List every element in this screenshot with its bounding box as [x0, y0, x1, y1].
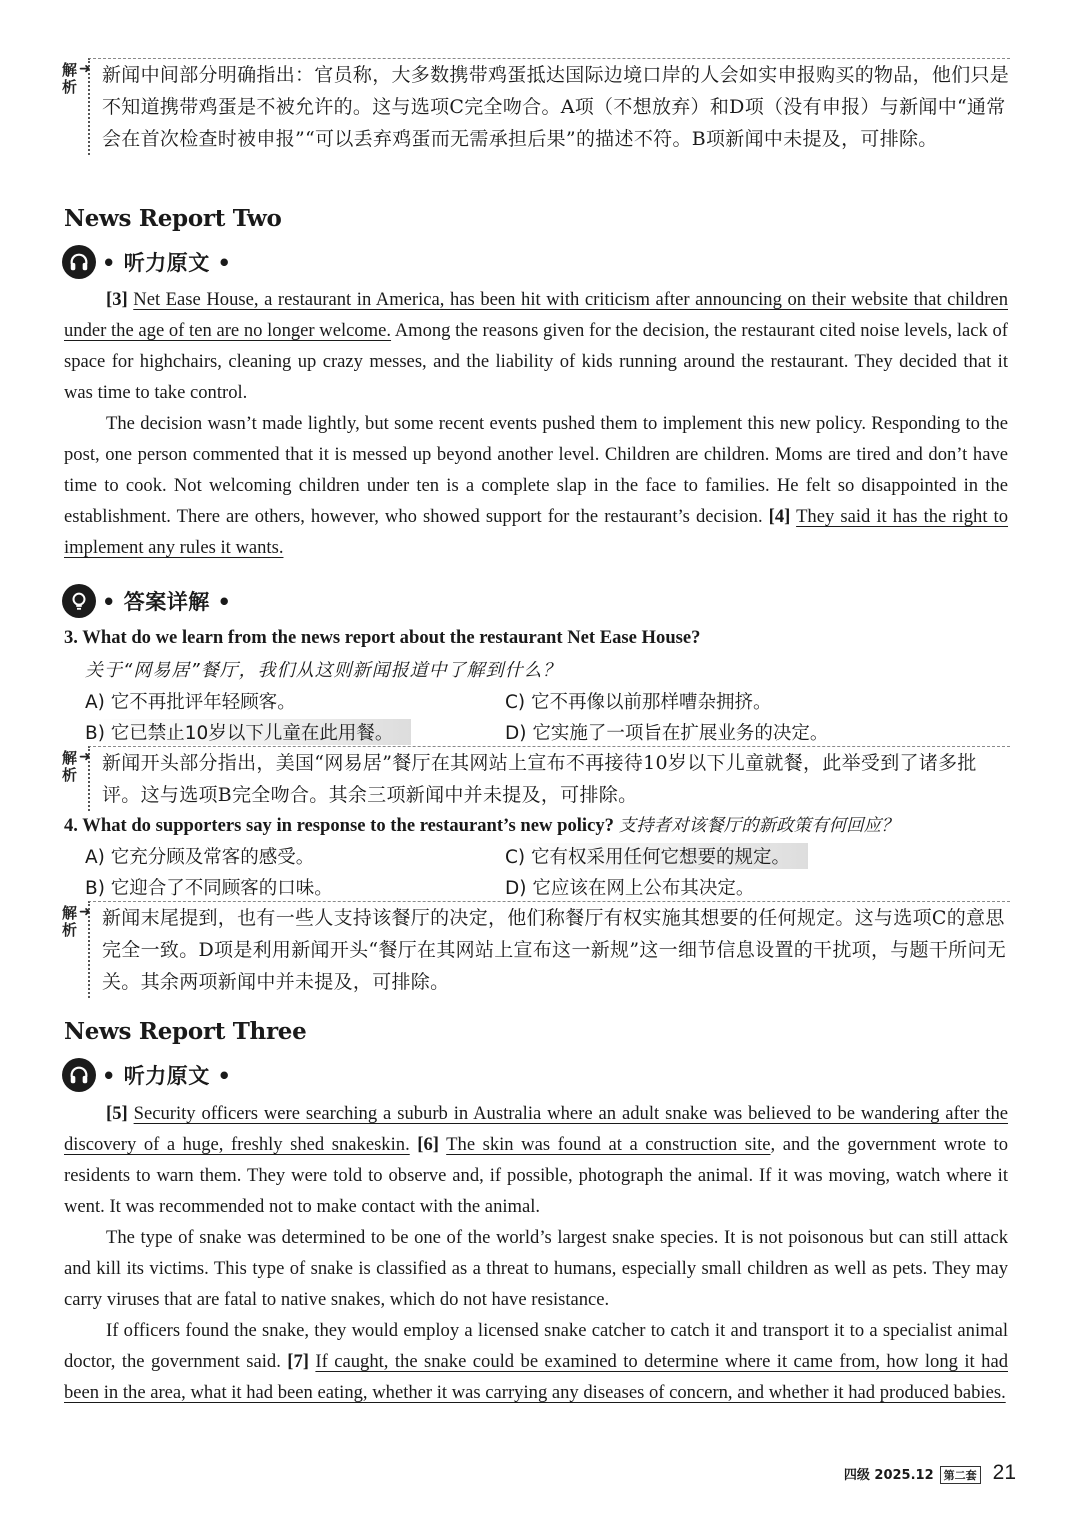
marker-7: [7] — [287, 1351, 309, 1372]
underlined-sentence: They said it has the right to implement any rules it wants. — [64, 506, 1009, 558]
marker-5: [5] — [106, 1103, 128, 1124]
transcript-paragraph — [64, 1315, 1008, 1408]
marker-4: [4] — [768, 506, 791, 527]
underlined-sentence: Security officers were searching a suburb in Australia where an adult snake was believed to be wandering after the discovery of a huge, freshly shed snakeskin. — [64, 1103, 1008, 1155]
transcript-paragraph — [64, 408, 1008, 563]
transcript-marker — [62, 242, 231, 282]
option-c: C) 它不再像以前那样嘈杂拥挤。 — [505, 692, 772, 713]
arrow-icon: ➜ — [79, 749, 91, 765]
page-number: 21 — [992, 1461, 1016, 1484]
question-3-translation: 关于“网易居”餐厅，我们从这则新闻报道中了解到什么？ — [85, 660, 562, 681]
analysis-block-q4 — [62, 901, 1010, 998]
option-c-correct: C) 它有权采用任何它想要的规定。 — [505, 843, 808, 869]
analysis-tag: 解 析 — [62, 749, 78, 784]
question-translation: 支持者对该餐厅的新政策有何回应？ — [618, 816, 899, 836]
paragraph-text: , and the government wrote to residents to warn them. They were told to observe and, if possible, photograph the animal. If it was moving, watch where it went. It was recommended not to make contact with the animal. — [64, 1134, 1009, 1217]
question-text: 3. What do we learn from the news report about the restaurant Net Ease House? — [64, 627, 701, 648]
option-d: D) 它实施了一项旨在扩展业务的决定。 — [505, 723, 829, 744]
lightbulb-icon — [62, 584, 96, 618]
analysis-text: 新闻中间部分明确指出：官员称，大多数携带鸡蛋抵达国际边境口岸的人会如实申报购买的物品，他们只是不知道携带鸡蛋是不被允许的。这与选项C完全吻合。A项（不想放弃）和D项（没有申报）与新闻中“通常会在首次检查时被申报”“可以丢弃鸡蛋而无需承担后果”的描述不符。B项新闻中未提及，可排除。 — [88, 58, 1010, 155]
transcript-label: • 听力原文 • — [102, 251, 232, 275]
option-d: D) 它应该在网上公布其决定。 — [505, 878, 755, 899]
answer-label: • 答案详解 • — [102, 590, 232, 614]
headphones-icon — [62, 245, 96, 279]
headphones-icon — [62, 1058, 96, 1092]
paragraph-text: The decision wasn’t made lightly, but some recent events pushed them to implement this new policy. Responding to the post, one person commented that it is messed up beyond another level. Children are children. Moms are tired and don’t have time to cook. Not welcoming children under ten is a complete slap in the face to families. He felt so disappointed in the establishment. There are others, however, who showed support for the restaurant’s decision. — [64, 413, 1008, 527]
analysis-block-previous — [62, 58, 1010, 155]
underlined-sentence: Net Ease House, a restaurant in America, has been hit with criticism after announcing on their website that children under the age of ten are no longer welcome. — [64, 289, 1008, 341]
question-4 — [64, 811, 1008, 841]
option-b-correct: B) 它已禁止10岁以下儿童在此用餐。 — [85, 719, 411, 745]
transcript-marker — [62, 1055, 231, 1095]
transcript-paragraph — [64, 1098, 1008, 1222]
transcript-label: • 听力原文 • — [102, 1064, 232, 1088]
option-b: B) 它迎合了不同顾客的口味。 — [85, 878, 333, 899]
arrow-icon: ➜ — [79, 904, 91, 920]
paragraph-text: Among the reasons given for the decision, the restaurant cited noise levels, lack of space for highchairs, cleaning up crazy messes, and the liability of kids running around the restaurant. They decided that it was time to take control. — [64, 320, 1008, 403]
section-title-report-two: News Report Two — [64, 205, 282, 232]
transcript-paragraph — [64, 284, 1008, 408]
option-a: A) 它不再批评年轻顾客。 — [85, 692, 296, 713]
question-3 — [64, 623, 1008, 653]
page-footer — [844, 1461, 1016, 1485]
analysis-text: 新闻末尾提到，也有一些人支持该餐厅的决定，他们称餐厅有权实施其想要的任何规定。这与选项C的意思完全一致。D项是利用新闻开头“餐厅在其网站上宣布这一新规”这一细节信息设置的干扰项，与题干所问无关。其余两项新闻中并未提及，可排除。 — [88, 901, 1010, 998]
underlined-sentence: If caught, the snake could be examined to determine where it came from, how long it had been in the area, what it had been eating, whether it was carrying any diseases of concern, and whether it had produced babies. — [64, 1351, 1008, 1403]
option-a: A) 它充分顾及常客的感受。 — [85, 847, 315, 868]
arrow-icon: ➜ — [79, 61, 91, 77]
answer-marker — [62, 581, 231, 621]
analysis-block-q3 — [62, 746, 1010, 811]
footer-label: 四级 2025.12 — [843, 1468, 934, 1483]
marker-3: [3] — [106, 289, 128, 310]
underlined-sentence: The skin was found at a construction site — [446, 1134, 771, 1155]
paragraph-text: If officers found the snake, they would employ a licensed snake catcher to catch it and transport it to a specialist animal doctor, the government said. — [64, 1320, 1008, 1372]
marker-6: [6] — [417, 1134, 439, 1155]
analysis-text: 新闻开头部分指出，美国“网易居”餐厅在其网站上宣布不再接待10岁以下儿童就餐，此举受到了诸多批评。这与选项B完全吻合。其余三项新闻中并未提及，可排除。 — [88, 746, 1010, 811]
section-title-report-three: News Report Three — [64, 1018, 307, 1045]
footer-set-badge: 第二套 — [940, 1466, 981, 1484]
transcript-paragraph: The type of snake was determined to be one of the world’s largest snake species. It is not poisonous but can still attack and kill its victims. This type of snake is classified as a threat to humans, especially small children as well as pets. They may carry viruses that are fatal to native snakes, which do not have resistance. — [64, 1227, 1008, 1310]
analysis-tag: 解 析 — [62, 904, 78, 939]
question-text: 4. What do supporters say in response to the restaurant’s new policy? — [64, 815, 614, 836]
analysis-tag: 解 析 — [62, 61, 78, 96]
